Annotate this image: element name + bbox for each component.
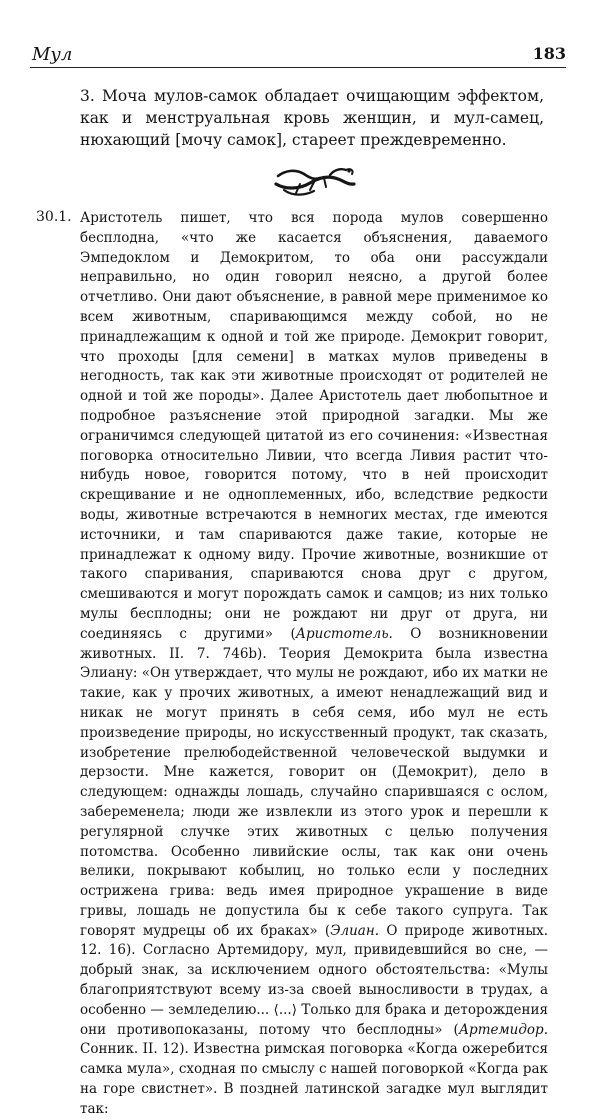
citation-aristotle: Аристотель. [295,625,393,642]
lizard-ornament-icon [270,160,358,200]
running-title: Мул [32,44,73,65]
section-number: 30.1. [36,209,72,225]
section-body [80,209,548,1120]
body-text-4: Сонник. II. 12). Известна римская поговорка «Когда ожеребится самка мула», сходная по смыслу с нашей поговоркой «Когда рак на горе свистнет». В поздней латинской загадке мул выглядит так: [80,1041,548,1117]
section-paragraph [80,209,548,1120]
lizard-ornament-svg [270,160,358,200]
body-text-3: О природе животных. 12. 16). Согласно Артемидору, мул, привидевшийся во сне, — добрый знак, за исключением одного обстоятельства: «Мулы благоприятствуют всему из-за своей выносливости в трудах, а особенно — земледелию... ⟨...⟩ Только для брака и деторождения они противопоказаны, потому что бесплодны» ( [80,922,548,1038]
citation-aelian: Элиан. [330,922,380,939]
note-paragraph: 3. Моча мулов-самок обладает очищающим эффектом, как и менструальная кровь женщин, и мул-самец, нюхающий [мочу самок], стареет преждевременно. [80,87,544,149]
body-text-1: Аристотель пишет, что вся порода мулов совершенно бесплодна, «что же касается объяснения, даваемого Эмпедоклом и Демокритом, то оба они рассуждали неправильно, но один говорил неясно, а другой более отчетливо. Они дают объяснение, в равной мере применимое ко всем животным, спаривающимся между собой, но не принадлежащим к одной и той же природе. Демокрит говорит, что проходы [для семени] в матках мулов приведены в негодность, так как эти животные происходят от родителей не одной и той же породы». Далее Аристотель дает любопытное и подробное разъяснение этой природной загадки. Мы же ограничимся следующей цитатой из его сочинения: «Известная поговорка относительно Ливии, что всегда Ливия растит что-нибудь новое, говорится потому, что в ней происходит скрещивание и не одноплеменных, ибо, вследствие редкости воды, животные встречаются в немногих местах, где имеются источники, и там спариваются даже такие, которые не принадлежат к одному виду. Прочие животные, возникшие от такого спаривания, спариваются снова друг с другом, смешиваются и могут порождать самок и самцов; из них только мулы бесплодны; они не рождают ни друг от друга, ни соединяясь с другими» ( [80,210,548,642]
citation-artemidorus: Артемидор. [458,1021,548,1038]
body-text-2: О возникновении животных. II. 7. 746b). Теория Демокрита была известна Элиану: «Он утверждает, что мулы не рождают, ибо их матки не такие, как у прочих животных, а имеют ненадлежащий вид и никак не могут принять в себя семя, ибо мул не есть произведение природы, но искусственный продукт, так сказать, изобретение прелюбодейственной человеческой выдумки и дерзости. Мне кажется, говорит он (Демокрит), дело в следующем: однажды лошадь, случайно спарившаяся с ослом, забеременела; люди же извлекли из этого урок и перешли к регулярной случке этих животных с целью получения потомства. Особенно ливийские ослы, так как они очень велики, покрывают кобылиц, но только если у последних острижена грива: ведь имея природное украшение в виде гривы, лошадь не допустила бы к себе такого супруга. Так говорят мудрецы об их браках» ( [80,625,548,939]
page-number: 183 [532,44,566,63]
header-rule [30,67,566,68]
running-header [30,38,566,68]
